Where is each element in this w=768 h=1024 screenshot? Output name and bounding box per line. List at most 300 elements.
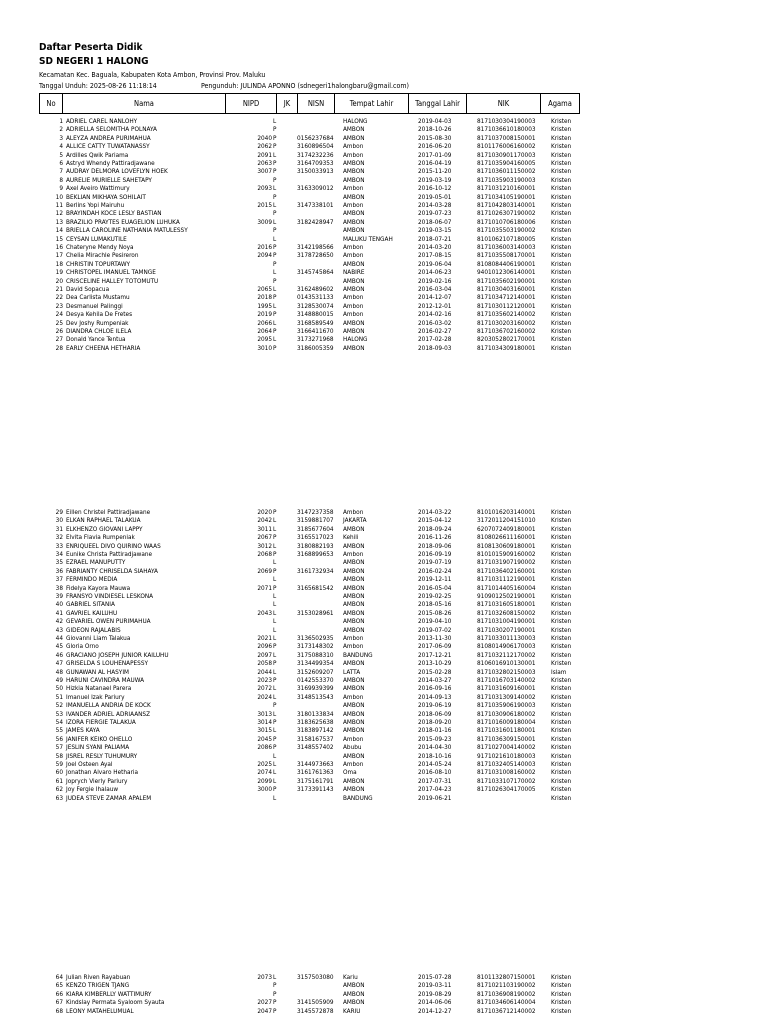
cell-jk: P bbox=[273, 642, 277, 651]
cell-nik: 8171036402160001 bbox=[477, 566, 536, 575]
cell-no: 46 bbox=[55, 650, 63, 659]
cell-nipd: 2086 bbox=[257, 743, 272, 752]
cell-nik: 8171031004190001 bbox=[477, 617, 536, 626]
cell-nama: GRACIANO JOSEPH JUNIOR KAILUHU bbox=[66, 650, 169, 659]
cell-agama: Kristen bbox=[551, 734, 572, 743]
cell-jk: P bbox=[273, 293, 277, 302]
cell-agama: Kristen bbox=[551, 751, 572, 760]
cell-jk: L bbox=[273, 650, 277, 659]
column-header-table bbox=[39, 93, 580, 114]
cell-nama: IMANUELLA ANDRIA DE KOCK bbox=[66, 701, 151, 710]
document-title: Daftar Peserta Didik bbox=[39, 42, 143, 53]
cell-nama: JUDEA STEVE ZAMAR APALEM bbox=[66, 793, 152, 802]
cell-tanggal-lahir: 2018-01-16 bbox=[418, 726, 452, 735]
cell-nisn: 3160896504 bbox=[297, 142, 334, 151]
cell-nipd: 2043 bbox=[257, 608, 272, 617]
cell-nik: 8171034105190001 bbox=[477, 192, 536, 201]
cell-nisn: 3141505909 bbox=[297, 998, 334, 1007]
cell-nik: 8171016703140002 bbox=[477, 676, 536, 684]
cell-nama: Fidelya Kayora Mauwa bbox=[66, 583, 131, 592]
cell-nik: 8171030906180002 bbox=[477, 709, 536, 718]
cell-jk: L bbox=[273, 301, 277, 310]
cell-nipd: 2067 bbox=[257, 533, 272, 542]
cell-jk: P bbox=[273, 192, 277, 201]
cell-nama: JESLIN SYANI PALIAMA bbox=[66, 743, 130, 752]
cell-jk: P bbox=[273, 676, 277, 684]
cell-nipd: 2068 bbox=[257, 550, 272, 558]
cell-no: 61 bbox=[55, 776, 63, 785]
cell-tanggal-lahir: 2014-06-23 bbox=[418, 268, 452, 277]
cell-tempat-lahir: AMBON bbox=[343, 159, 365, 167]
cell-nik: 8171032405140003 bbox=[477, 760, 536, 768]
cell-tanggal-lahir: 2019-05-01 bbox=[418, 192, 452, 201]
cell-tempat-lahir: AMBON bbox=[343, 592, 365, 600]
cell-jk: L bbox=[273, 592, 277, 600]
cell-agama: Kristen bbox=[551, 592, 572, 600]
cell-nipd: 2024 bbox=[257, 692, 272, 701]
col-jk: JK bbox=[277, 94, 298, 114]
cell-agama: Kristen bbox=[551, 600, 572, 609]
cell-jk: L bbox=[273, 726, 277, 735]
cell-agama: Kristen bbox=[551, 327, 572, 335]
cell-nik: 6207072409180001 bbox=[477, 524, 536, 533]
cell-no: 26 bbox=[55, 327, 63, 335]
cell-jk: P bbox=[273, 785, 277, 794]
cell-tanggal-lahir: 2018-09-03 bbox=[418, 343, 452, 352]
cell-jk: L bbox=[273, 625, 277, 634]
cell-no: 7 bbox=[59, 167, 63, 176]
cell-no: 6 bbox=[59, 159, 63, 167]
cell-nisn: 3165517023 bbox=[297, 533, 334, 542]
cell-agama: Kristen bbox=[551, 259, 572, 268]
col-nama: Nama bbox=[63, 94, 226, 114]
col-nipd: NIPD bbox=[226, 94, 277, 114]
cell-agama: Kristen bbox=[551, 709, 572, 718]
cell-nama: Dev Joshy Rumpeniak bbox=[66, 318, 129, 327]
location-text: Kecamatan Kec. Baguala, Kabupaten Kota Ambon, Provinsi Prov. Maluku bbox=[39, 71, 266, 79]
cell-jk: L bbox=[273, 201, 277, 209]
cell-agama: Kristen bbox=[551, 201, 572, 209]
cell-agama: Kristen bbox=[551, 167, 572, 176]
cell-nama: CRISCELINE HALLEY TOTOMUTU bbox=[66, 276, 159, 285]
cell-nama: David Sopacua bbox=[66, 285, 110, 293]
cell-nama: Gloria Orno bbox=[66, 642, 99, 651]
cell-nik: 8171037008150001 bbox=[477, 133, 536, 142]
cell-jk: P bbox=[273, 167, 277, 176]
cell-agama: Kristen bbox=[551, 293, 572, 302]
cell-tanggal-lahir: 2017-06-09 bbox=[418, 642, 452, 651]
cell-no: 45 bbox=[55, 642, 63, 651]
cell-nisn: 3147237358 bbox=[297, 508, 334, 516]
cell-tempat-lahir: AMBON bbox=[343, 133, 365, 142]
download-date: Tanggal Unduh: 2025-08-26 11:18:14 bbox=[39, 82, 157, 90]
cell-no: 59 bbox=[55, 760, 63, 768]
cell-nik: 8171032802150003 bbox=[477, 667, 536, 676]
cell-tanggal-lahir: 2019-03-11 bbox=[418, 981, 452, 990]
cell-nama: GABRIEL SITANIA bbox=[66, 600, 115, 609]
cell-jk: L bbox=[273, 541, 277, 550]
cell-nisn: 3173391143 bbox=[297, 785, 334, 794]
cell-tanggal-lahir: 2015-04-12 bbox=[418, 516, 452, 525]
cell-tempat-lahir: AMBON bbox=[343, 343, 365, 352]
cell-tempat-lahir: Abubu bbox=[343, 743, 362, 752]
cell-tanggal-lahir: 2014-03-20 bbox=[418, 243, 452, 251]
cell-tanggal-lahir: 2014-09-13 bbox=[418, 692, 452, 701]
cell-no: 54 bbox=[55, 718, 63, 726]
cell-tempat-lahir: AMBON bbox=[343, 259, 365, 268]
cell-nama: GRISELDA S LOUHENAPESSY bbox=[66, 659, 148, 668]
cell-jk: L bbox=[273, 575, 277, 584]
cell-nama: EARLY CHEENA HETHARIA bbox=[66, 343, 141, 352]
cell-nama: FRANSYO VINDIESEL LESKONA bbox=[66, 592, 154, 600]
cell-nama: Jonathan Alvaro Hetharia bbox=[66, 768, 139, 777]
cell-agama: Kristen bbox=[551, 133, 572, 142]
cell-tanggal-lahir: 2016-06-20 bbox=[418, 142, 452, 151]
cell-nisn: 3175161791 bbox=[297, 776, 334, 785]
cell-nisn: 3148513543 bbox=[297, 692, 334, 701]
cell-agama: Kristen bbox=[551, 268, 572, 277]
cell-no: 4 bbox=[59, 142, 63, 151]
cell-tempat-lahir: AMBON bbox=[343, 625, 365, 634]
cell-tempat-lahir: AMBON bbox=[343, 583, 365, 592]
cell-tanggal-lahir: 2014-03-22 bbox=[418, 508, 452, 516]
cell-jk: L bbox=[273, 117, 277, 125]
cell-tempat-lahir: AMBON bbox=[343, 226, 365, 235]
cell-nama: CHRISTOPEL IMANUEL TAMNGE bbox=[66, 268, 156, 277]
cell-jk: L bbox=[273, 335, 277, 344]
cell-nisn: 3178728650 bbox=[297, 251, 334, 260]
cell-nik: 8171030901170003 bbox=[477, 150, 536, 159]
cell-no: 62 bbox=[55, 785, 63, 794]
cell-nisn: 3158167537 bbox=[297, 734, 334, 743]
cell-tempat-lahir: AMBON bbox=[343, 575, 365, 584]
cell-no: 41 bbox=[55, 608, 63, 617]
cell-nisn: 0143531133 bbox=[297, 293, 334, 302]
cell-nama: GIDEON RAJALABIS bbox=[66, 625, 121, 634]
cell-no: 58 bbox=[55, 751, 63, 760]
cell-agama: Kristen bbox=[551, 981, 572, 990]
downloader: Pengunduh: JULINDA APONNO (sdnegeri1halongbaru@gmail.com) bbox=[201, 82, 409, 90]
cell-nama: Eunike Christa Pattiradjawane bbox=[66, 550, 153, 558]
cell-nik: 8171042803140001 bbox=[477, 201, 536, 209]
cell-tempat-lahir: AMBON bbox=[343, 558, 365, 567]
cell-no: 37 bbox=[55, 575, 63, 584]
cell-no: 68 bbox=[55, 1006, 63, 1015]
cell-nipd: 2047 bbox=[257, 1006, 272, 1015]
cell-nipd: 3011 bbox=[257, 524, 272, 533]
cell-nama: AUDRAY DELMORA LOVEFLYN HOEK bbox=[66, 167, 168, 176]
cell-nisn: 3168899653 bbox=[297, 550, 334, 558]
cell-jk: L bbox=[273, 268, 277, 277]
cell-jk: L bbox=[273, 150, 277, 159]
cell-nik: 8108130609180001 bbox=[477, 541, 536, 550]
cell-nik: 8171032608150002 bbox=[477, 608, 536, 617]
cell-nama: KENZO TRIGEN TJANG bbox=[66, 981, 130, 990]
cell-tanggal-lahir: 2019-07-23 bbox=[418, 209, 452, 218]
cell-nama: Giovanni Liam Talakua bbox=[66, 634, 131, 642]
cell-nik: 8101062107180005 bbox=[477, 234, 536, 243]
cell-nisn: 3134499354 bbox=[297, 659, 334, 668]
cell-tanggal-lahir: 2016-09-16 bbox=[418, 684, 452, 693]
cell-agama: Kristen bbox=[551, 608, 572, 617]
cell-nama: Julian Riven Rayabuan bbox=[66, 973, 131, 981]
cell-tempat-lahir: AMBON bbox=[343, 276, 365, 285]
cell-jk: L bbox=[273, 776, 277, 785]
cell-no: 47 bbox=[55, 659, 63, 668]
cell-tempat-lahir: Ambon bbox=[343, 508, 364, 516]
cell-nama: Chateryne Mendy Noya bbox=[66, 243, 134, 251]
cell-no: 24 bbox=[55, 310, 63, 319]
cell-tempat-lahir: AMBON bbox=[343, 524, 365, 533]
cell-tanggal-lahir: 2019-03-15 bbox=[418, 226, 452, 235]
cell-nisn: 3169939399 bbox=[297, 684, 334, 693]
cell-tanggal-lahir: 2019-07-19 bbox=[418, 558, 452, 567]
cell-tanggal-lahir: 2016-05-04 bbox=[418, 583, 452, 592]
cell-nik: 8171026307190002 bbox=[477, 209, 536, 218]
cell-agama: Kristen bbox=[551, 701, 572, 710]
cell-no: 10 bbox=[55, 192, 63, 201]
cell-jk: P bbox=[273, 734, 277, 743]
cell-nipd: 2062 bbox=[257, 142, 272, 151]
cell-tanggal-lahir: 2018-07-21 bbox=[418, 234, 452, 243]
cell-nisn: 3150033913 bbox=[297, 167, 334, 176]
cell-nama: Berlins Yopi Mairuhu bbox=[66, 201, 125, 209]
cell-tanggal-lahir: 2012-12-01 bbox=[418, 301, 452, 310]
cell-tanggal-lahir: 2014-04-30 bbox=[418, 743, 452, 752]
cell-jk: L bbox=[273, 234, 277, 243]
cell-agama: Kristen bbox=[551, 226, 572, 235]
cell-agama: Kristen bbox=[551, 793, 572, 802]
cell-tempat-lahir: AMBON bbox=[343, 776, 365, 785]
cell-no: 28 bbox=[55, 343, 63, 352]
cell-nipd: 2021 bbox=[257, 634, 272, 642]
cell-nipd: 2074 bbox=[257, 768, 272, 777]
school-name: SD NEGERI 1 HALONG bbox=[39, 56, 149, 67]
cell-tempat-lahir: AMBON bbox=[343, 209, 365, 218]
cell-nisn: 3180882193 bbox=[297, 541, 334, 550]
cell-no: 32 bbox=[55, 533, 63, 542]
cell-agama: Kristen bbox=[551, 726, 572, 735]
col-tanggal-lahir: Tanggal Lahir bbox=[409, 94, 467, 114]
cell-jk: L bbox=[273, 751, 277, 760]
cell-tempat-lahir: AMBON bbox=[343, 175, 365, 184]
cell-tanggal-lahir: 2013-10-29 bbox=[418, 659, 452, 668]
cell-tanggal-lahir: 2015-07-28 bbox=[418, 973, 452, 981]
cell-tempat-lahir: Ambon bbox=[343, 310, 364, 319]
cell-no: 57 bbox=[55, 743, 63, 752]
cell-tanggal-lahir: 2015-02-28 bbox=[418, 667, 452, 676]
cell-nisn: 3162489602 bbox=[297, 285, 334, 293]
cell-jk: P bbox=[273, 251, 277, 260]
cell-nik: 8171035906190003 bbox=[477, 701, 536, 710]
cell-tempat-lahir: Oma bbox=[343, 768, 357, 777]
cell-agama: Kristen bbox=[551, 676, 572, 684]
cell-jk: L bbox=[273, 524, 277, 533]
cell-nik: 8171030203160002 bbox=[477, 318, 536, 327]
cell-jk: L bbox=[273, 692, 277, 701]
cell-nipd: 2042 bbox=[257, 516, 272, 525]
cell-nik: 8171031008160002 bbox=[477, 768, 536, 777]
cell-nama: DIANDRA CHLOE ILELA bbox=[66, 327, 132, 335]
cell-agama: Kristen bbox=[551, 184, 572, 193]
cell-nik: 8171031605180001 bbox=[477, 600, 536, 609]
cell-jk: P bbox=[273, 133, 277, 142]
cell-nisn: 3145572878 bbox=[297, 1006, 334, 1015]
cell-tanggal-lahir: 2018-06-07 bbox=[418, 217, 452, 226]
cell-jk: P bbox=[273, 125, 277, 134]
cell-jk: P bbox=[273, 701, 277, 710]
cell-tempat-lahir: NABIRE bbox=[343, 268, 365, 277]
cell-nama: CEYSAN LUMAKUTILE bbox=[66, 234, 127, 243]
cell-no: 13 bbox=[55, 217, 63, 226]
cell-nama: ALLICE CATTY TUWATANASSY bbox=[66, 142, 150, 151]
cell-tanggal-lahir: 2016-02-27 bbox=[418, 327, 452, 335]
cell-tanggal-lahir: 2016-02-24 bbox=[418, 566, 452, 575]
cell-no: 44 bbox=[55, 634, 63, 642]
cell-jk: L bbox=[273, 793, 277, 802]
cell-nipd: 2044 bbox=[257, 667, 272, 676]
cell-nipd: 2095 bbox=[257, 335, 272, 344]
cell-no: 12 bbox=[55, 209, 63, 218]
cell-nama: BEKLIAN MIKHAYA SOHILAIT bbox=[66, 192, 146, 201]
cell-tempat-lahir: BANDUNG bbox=[343, 793, 373, 802]
cell-tempat-lahir: Ambon bbox=[343, 201, 364, 209]
cell-nisn: 3175088310 bbox=[297, 650, 334, 659]
cell-tanggal-lahir: 2019-12-11 bbox=[418, 575, 452, 584]
cell-nisn: 3186005359 bbox=[297, 343, 334, 352]
cell-nik: 8171027004140002 bbox=[477, 743, 536, 752]
cell-tempat-lahir: HALONG bbox=[343, 117, 368, 125]
cell-nisn: 3182428947 bbox=[297, 217, 334, 226]
cell-nik: 8171032112170002 bbox=[477, 650, 536, 659]
cell-agama: Kristen bbox=[551, 1006, 572, 1015]
cell-tempat-lahir: AMBON bbox=[343, 541, 365, 550]
cell-nik: 8171036712140002 bbox=[477, 1006, 536, 1015]
cell-nama: BRAZILIO PRAYTES EUAGELION LUHUKA bbox=[66, 217, 180, 226]
cell-jk: P bbox=[273, 142, 277, 151]
cell-agama: Kristen bbox=[551, 558, 572, 567]
cell-nik: 8101015909160002 bbox=[477, 550, 536, 558]
cell-tempat-lahir: LATTA bbox=[343, 667, 361, 676]
cell-nama: GAVRIEL KAILUHU bbox=[66, 608, 118, 617]
cell-nik: 8171016009180004 bbox=[477, 718, 536, 726]
cell-nik: 8171034606140004 bbox=[477, 998, 536, 1007]
cell-nipd: 3010 bbox=[257, 343, 272, 352]
cell-nik: 8171034309180001 bbox=[477, 343, 536, 352]
cell-jk: P bbox=[273, 159, 277, 167]
cell-no: 25 bbox=[55, 318, 63, 327]
cell-nama: Kindslay Permata Syaloom Syauta bbox=[66, 998, 165, 1007]
cell-no: 64 bbox=[55, 973, 63, 981]
cell-nama: Joprych Vierly Pariury bbox=[66, 776, 128, 785]
cell-nik: 8108014906170003 bbox=[477, 642, 536, 651]
cell-agama: Kristen bbox=[551, 650, 572, 659]
cell-nik: 8101132807150001 bbox=[477, 973, 536, 981]
cell-nipd: 2065 bbox=[257, 285, 272, 293]
cell-nama: Ardilles Qwik Pariama bbox=[66, 150, 129, 159]
cell-nisn: 3128530074 bbox=[297, 301, 334, 310]
cell-agama: Kristen bbox=[551, 508, 572, 516]
cell-no: 9 bbox=[59, 184, 63, 193]
cell-nipd: 2023 bbox=[257, 676, 272, 684]
cell-tanggal-lahir: 2013-11-30 bbox=[418, 634, 452, 642]
cell-tanggal-lahir: 2017-07-31 bbox=[418, 776, 452, 785]
cell-jk: P bbox=[273, 566, 277, 575]
cell-nama: GEVARIEL OWEN PURIMAHUA bbox=[66, 617, 151, 626]
cell-jk: P bbox=[273, 508, 277, 516]
column-header-row bbox=[40, 94, 580, 114]
cell-jk: L bbox=[273, 516, 277, 525]
cell-tanggal-lahir: 2019-02-16 bbox=[418, 276, 452, 285]
cell-jk: L bbox=[273, 709, 277, 718]
cell-tanggal-lahir: 2019-02-25 bbox=[418, 592, 452, 600]
cell-nik: 8171030403160001 bbox=[477, 285, 536, 293]
cell-tanggal-lahir: 2014-02-16 bbox=[418, 310, 452, 319]
cell-no: 29 bbox=[55, 508, 63, 516]
cell-no: 3 bbox=[59, 133, 63, 142]
cell-nipd: 2040 bbox=[257, 133, 272, 142]
cell-agama: Kristen bbox=[551, 251, 572, 260]
cell-nama: IVANDER ADRIEL ADRIAANSZ bbox=[66, 709, 151, 718]
cell-no: 38 bbox=[55, 583, 63, 592]
cell-jk: L bbox=[273, 600, 277, 609]
cell-nik: 8171014405160004 bbox=[477, 583, 536, 592]
cell-no: 34 bbox=[55, 550, 63, 558]
cell-tanggal-lahir: 2018-10-16 bbox=[418, 751, 452, 760]
cell-tempat-lahir: AMBON bbox=[343, 617, 365, 626]
cell-nik: 8108084406190001 bbox=[477, 259, 536, 268]
cell-nisn: 3168589549 bbox=[297, 318, 334, 327]
cell-tempat-lahir: Ambon bbox=[343, 550, 364, 558]
cell-agama: Kristen bbox=[551, 318, 572, 327]
cell-tanggal-lahir: 2018-06-09 bbox=[418, 709, 452, 718]
cell-tempat-lahir: AMBON bbox=[343, 989, 365, 998]
cell-nipd: 2018 bbox=[257, 293, 272, 302]
cell-nik: 8171031907190002 bbox=[477, 558, 536, 567]
cell-nama: EZRAEL MANUPUTTY bbox=[66, 558, 126, 567]
cell-tanggal-lahir: 2019-03-19 bbox=[418, 175, 452, 184]
cell-agama: Kristen bbox=[551, 125, 572, 134]
cell-tanggal-lahir: 2016-11-26 bbox=[418, 533, 452, 542]
cell-no: 22 bbox=[55, 293, 63, 302]
cell-no: 11 bbox=[55, 201, 63, 209]
cell-agama: Kristen bbox=[551, 575, 572, 584]
cell-nipd: 3013 bbox=[257, 709, 272, 718]
cell-jk: L bbox=[273, 684, 277, 693]
cell-tempat-lahir: KARIU bbox=[343, 1006, 361, 1015]
cell-nama: Joy Fergie Ihalauw bbox=[66, 785, 119, 794]
cell-agama: Kristen bbox=[551, 566, 572, 575]
cell-agama: Kristen bbox=[551, 718, 572, 726]
cell-nama: ENRIQUEEL DIVO QUIRINO WAAS bbox=[66, 541, 161, 550]
cell-tempat-lahir: Ambon bbox=[343, 142, 364, 151]
cell-tanggal-lahir: 2015-11-20 bbox=[418, 167, 452, 176]
cell-agama: Kristen bbox=[551, 617, 572, 626]
cell-nipd: 3012 bbox=[257, 541, 272, 550]
cell-jk: P bbox=[273, 1006, 277, 1015]
cell-no: 1 bbox=[59, 117, 63, 125]
cell-no: 51 bbox=[55, 692, 63, 701]
cell-no: 16 bbox=[55, 243, 63, 251]
cell-tanggal-lahir: 2019-04-10 bbox=[418, 617, 452, 626]
cell-jk: L bbox=[273, 760, 277, 768]
cell-nik: 8171031609160001 bbox=[477, 684, 536, 693]
cell-agama: Kristen bbox=[551, 217, 572, 226]
cell-nik: 8171036908190002 bbox=[477, 989, 536, 998]
cell-agama: Kristen bbox=[551, 310, 572, 319]
cell-nama: Axel Aveiro Wattimury bbox=[66, 184, 130, 193]
cell-nipd: 2066 bbox=[257, 318, 272, 327]
